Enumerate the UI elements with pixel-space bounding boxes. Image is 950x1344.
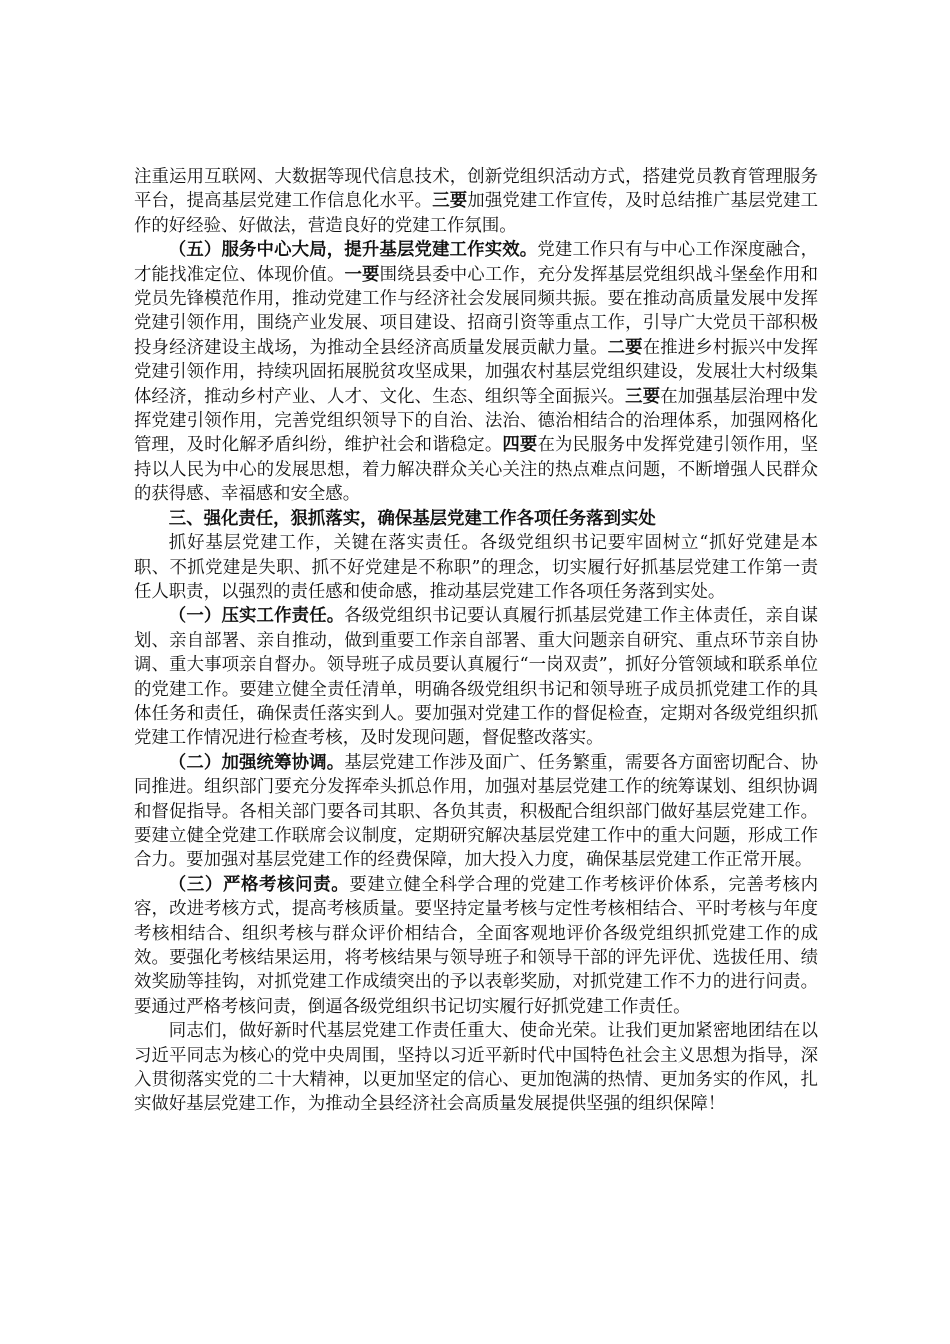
bold-text-run: 二要: [607, 337, 643, 358]
document-body: [134, 165, 818, 1117]
text-run: 基层党建工作涉及面广、任务繁重，需要各方面密切配合、协同推进。组织部门要充分发挥牵头抓总作用，加强对基层党建工作的统筹谋划、组织协调和督促指导。各相关部门要各司其职、各负其责，积极配合组织部门做好基层党建工作。要建立健全党建工作联席会议制度，定期研究解决基层党建工作中的重大问题，形成工作合力。要加强对基层党建工作的经费保障，加大投入力度，确保基层党建工作正常开展。: [134, 752, 818, 871]
text-run: 加强党建工作宣传，及时总结推广基层党建工作的好经验、好做法，营造良好的党建工作氛围。: [134, 191, 818, 236]
bold-text-run: （一）压实工作责任。: [168, 606, 345, 627]
text-run: 要建立健全科学合理的党建工作考核评价体系，完善考核内容，改进考核方式，提高考核质量。要坚持定量考核与定性考核相结合、平时考核与年度考核相结合、组织考核与群众评价相结合，全面客观地评价各级党组织抓党建工作的成效。要强化考核结果运用，将考核结果与领导班子和领导干部的评先评优、选拔任用、绩效奖励等挂钩，对抓党建工作成绩突出的予以表彰奖励，对抓党建工作不力的进行问责。要通过严格考核问责，倒逼各级党组织书记切实履行好抓党建工作责任。: [134, 874, 818, 1017]
bold-text-run: （三）严格考核问责。: [168, 874, 350, 895]
text-run: 在加强基层治理中发挥党建引领作用，完善党组织领导下的自治、法治、德治相结合的治理体系，加强网格化管理，及时化解矛盾纠纷，维护社会和谐稳定。: [134, 386, 818, 456]
paragraph: [134, 238, 818, 506]
text-run: 在为民服务中发挥党建引领作用，坚持以人民为中心的发展思想，着力解决群众关心关注的热点难点问题，不断增强人民群众的获得感、幸福感和安全感。: [134, 435, 818, 505]
paragraph: [134, 165, 818, 238]
text-run: 同志们，做好新时代基层党建工作责任重大、使命光荣。让我们更加紧密地团结在以习近平同志为核心的党中央周围，坚持以习近平新时代中国特色社会主义思想为指导，深入贯彻落实党的二十大精神，以更加坚定的信心、更加饱满的热情、更加务实的作风，扎实做好基层党建工作，为推动全县经济社会高质量发展提供坚强的组织保障！: [134, 1021, 818, 1115]
text-run: 党建工作只有与中心工作深度融合，才能找准定位、体现价值。: [134, 240, 818, 285]
section-heading: [134, 507, 818, 531]
bold-text-run: 三要: [625, 386, 661, 407]
bold-text-run: （五）服务中心大局，提升基层党建工作实效。: [168, 240, 538, 261]
bold-text-run: 三要: [432, 191, 468, 212]
text-run: 各级党组织书记要认真履行抓基层党建工作主体责任，亲自谋划、亲自部署、亲自推动，做到重要工作亲自部署、重大问题亲自研究、重点环节亲自协调、重大事项亲自督办。领导班子成员要认真履行“一岗双责”，抓好分管领域和联系单位的党建工作。要建立健全责任清单，明确各级党组织书记和领导班子成员抓党建工作的具体任务和责任，确保责任落实到人。要加强对党建工作的督促检查，定期对各级党组织抓党建工作情况进行检查考核，及时发现问题，督促整改落实。: [134, 606, 818, 749]
paragraph: [134, 873, 818, 1019]
bold-text-run: 一要: [344, 264, 380, 285]
paragraph: [134, 531, 818, 604]
paragraph: [134, 1019, 818, 1117]
text-run: 抓好基层党建工作，关键在落实责任。各级党组织书记要牢固树立“抓好党建是本职、不抓党建是失职、抓不好党建是不称职”的理念，切实履行好抓基层党建工作第一责任人职责，以强烈的责任感和使命感，推动基层党建工作各项任务落到实处。: [134, 533, 818, 602]
bold-text-run: 四要: [502, 435, 538, 456]
text-run: 在推进乡村振兴中发挥党建引领作用，持续巩固拓展脱贫攻坚成果，加强农村基层党组织建设，发展壮大村级集体经济，推动乡村产业、人才、文化、生态、组织等全面振兴。: [134, 337, 818, 407]
bold-text-run: 三、强化责任，狠抓落实，确保基层党建工作各项任务落到实处: [168, 508, 656, 529]
paragraph: [134, 604, 818, 750]
paragraph: [134, 751, 818, 873]
text-run: 围绕县委中心工作，充分发挥基层党组织战斗堡垒作用和党员先锋模范作用，推动党建工作与经济社会发展同频共振。要在推动高质量发展中发挥党建引领作用，围绕产业发展、项目建设、招商引资等重点工作，引导广大党员干部积极投身经济建设主战场，为推动全县经济高质量发展贡献力量。: [134, 264, 818, 358]
text-run: 注重运用互联网、大数据等现代信息技术，创新党组织活动方式，搭建党员教育管理服务平台，提高基层党建工作信息化水平。: [134, 167, 818, 212]
bold-text-run: （二）加强统筹协调。: [168, 752, 345, 773]
